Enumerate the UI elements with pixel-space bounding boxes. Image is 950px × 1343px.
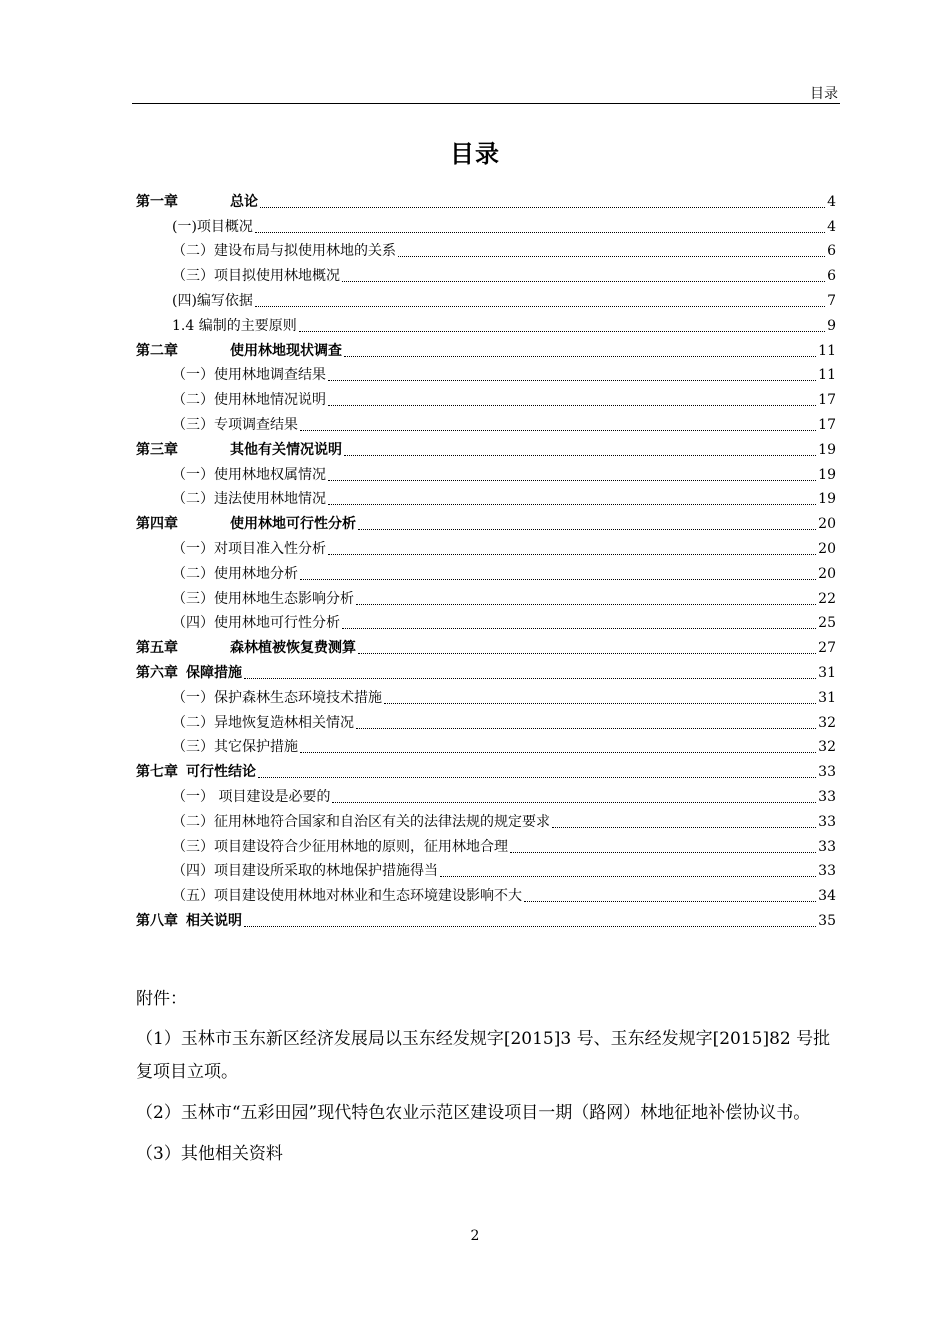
toc-leader-dots <box>332 799 816 803</box>
toc-entry-title: 相关说明 <box>186 912 242 929</box>
toc-entry-title: （一）保护森林生态环境技术措施 <box>172 689 382 706</box>
toc-leader-dots <box>358 650 816 654</box>
toc-chapter-number: 第四章 <box>136 516 178 533</box>
toc-entry-title: 保障措施 <box>186 664 242 681</box>
toc-page-number: 4 <box>827 218 836 235</box>
appendix-item-1: （1）玉林市玉东新区经济发展局以玉东经发规字[2015]3 号、玉东经发规字[2015]82 号批复项目立项。 <box>136 1029 831 1082</box>
toc-section-entry[interactable] <box>136 212 836 237</box>
toc-entry-title: （三）项目建设符合少征用林地的原则，征用林地合理 <box>172 838 508 855</box>
toc-leader-dots <box>356 601 816 605</box>
toc-leader-dots <box>344 452 816 456</box>
toc-section-entry[interactable] <box>136 410 836 435</box>
toc-leader-dots <box>524 898 816 902</box>
toc-leader-dots <box>384 700 816 704</box>
toc-leader-dots <box>552 824 816 828</box>
toc-page-number: 20 <box>818 540 836 557</box>
toc-leader-dots <box>299 328 825 332</box>
toc-leader-dots <box>255 229 825 233</box>
toc-entry-title: （五）项目建设使用林地对林业和生态环境建设影响不大 <box>172 888 522 905</box>
toc-section-entry[interactable] <box>136 782 836 807</box>
toc-page-number: 19 <box>818 441 836 458</box>
toc-page-number: 31 <box>818 689 836 706</box>
toc-entry-title: 1.4 编制的主要原则 <box>172 317 297 334</box>
toc-page-number: 6 <box>827 268 836 285</box>
toc-section-entry[interactable] <box>136 311 836 336</box>
toc-page-number: 33 <box>818 838 836 855</box>
toc-page-number: 19 <box>818 491 836 508</box>
toc-entry-title: （三）其它保护措施 <box>172 739 298 756</box>
toc-chapter-entry[interactable] <box>136 187 836 212</box>
toc-page-number: 17 <box>818 392 836 409</box>
toc-entry-title: （一） 项目建设是必要的 <box>172 788 331 805</box>
toc-leader-dots <box>258 774 816 778</box>
table-of-contents <box>136 187 836 931</box>
toc-section-entry[interactable] <box>136 385 836 410</box>
toc-leader-dots <box>342 278 825 282</box>
toc-entry-title: 森林植被恢复费测算 <box>230 640 356 657</box>
page-title: 目录 <box>450 140 500 168</box>
toc-chapter-entry[interactable] <box>136 509 836 534</box>
toc-page-number: 6 <box>827 243 836 260</box>
toc-page-number: 22 <box>818 590 836 607</box>
toc-entry-title: （二）建设布局与拟使用林地的关系 <box>172 243 396 260</box>
toc-entry-title: 可行性结论 <box>186 764 256 781</box>
toc-leader-dots <box>342 625 816 629</box>
toc-leader-dots <box>300 576 816 580</box>
toc-leader-dots <box>260 204 825 208</box>
toc-chapter-number: 第一章 <box>136 193 178 210</box>
toc-leader-dots <box>328 501 816 505</box>
toc-leader-dots <box>398 253 825 257</box>
toc-section-entry[interactable] <box>136 881 836 906</box>
toc-leader-dots <box>244 923 816 927</box>
toc-section-entry[interactable] <box>136 237 836 262</box>
toc-entry-title: （二）违法使用林地情况 <box>172 491 326 508</box>
toc-entry-title: （四）使用林地可行性分析 <box>172 615 340 632</box>
toc-page-number: 33 <box>818 764 836 781</box>
running-header-label: 目录 <box>810 86 838 102</box>
toc-leader-dots <box>356 725 816 729</box>
toc-page-number: 33 <box>818 863 836 880</box>
toc-entry-title: （三）专项调查结果 <box>172 416 298 433</box>
toc-chapter-number: 第二章 <box>136 342 178 359</box>
toc-leader-dots <box>344 353 816 357</box>
toc-page-number: 11 <box>818 367 836 384</box>
toc-section-entry[interactable] <box>136 857 836 882</box>
toc-entry-title: 使用林地可行性分析 <box>230 516 356 533</box>
toc-page-number: 9 <box>827 317 836 334</box>
toc-entry-title: （一）使用林地权属情况 <box>172 466 326 483</box>
toc-leader-dots <box>328 551 816 555</box>
toc-entry-title: （一）对项目准入性分析 <box>172 540 326 557</box>
toc-chapter-entry[interactable] <box>136 435 836 460</box>
toc-entry-title: 总论 <box>230 193 258 210</box>
toc-page-number: 33 <box>818 813 836 830</box>
toc-leader-dots <box>255 303 825 307</box>
toc-page-number: 25 <box>818 615 836 632</box>
toc-chapter-number: 第三章 <box>136 441 178 458</box>
toc-chapter-number: 第八章 <box>136 912 178 929</box>
toc-entry-title: （三）项目拟使用林地概况 <box>172 268 340 285</box>
toc-entry-title: （三）使用林地生态影响分析 <box>172 590 354 607</box>
toc-leader-dots <box>358 526 816 530</box>
toc-page-number: 7 <box>827 292 836 309</box>
toc-entry-title: （四）项目建设所采取的林地保护措施得当 <box>172 863 438 880</box>
header-rule <box>132 103 840 104</box>
toc-leader-dots <box>328 402 816 406</box>
appendix-label: 附件： <box>136 989 187 1009</box>
appendix-section <box>136 983 841 1171</box>
toc-chapter-entry[interactable] <box>136 757 836 782</box>
toc-entry-title: （二）使用林地情况说明 <box>172 392 326 409</box>
appendix-item-2: （2）玉林市“五彩田园”现代特色农业示范区建设项目一期（路网）林地征地补偿协议书。 <box>136 1103 811 1123</box>
toc-page-number: 34 <box>818 888 836 905</box>
toc-entry-title: （二）异地恢复造林相关情况 <box>172 714 354 731</box>
toc-chapter-number: 第七章 <box>136 764 178 781</box>
toc-section-entry[interactable] <box>136 361 836 386</box>
toc-chapter-entry[interactable] <box>136 336 836 361</box>
toc-page-number: 32 <box>818 739 836 756</box>
toc-leader-dots <box>510 849 816 853</box>
toc-page-number: 32 <box>818 714 836 731</box>
toc-chapter-number: 第六章 <box>136 664 178 681</box>
toc-entry-title: （二）使用林地分析 <box>172 565 298 582</box>
toc-page-number: 20 <box>818 516 836 533</box>
toc-page-number: 31 <box>818 664 836 681</box>
toc-chapter-entry[interactable] <box>136 906 836 931</box>
toc-entry-title: （二）征用林地符合国家和自治区有关的法律法规的规定要求 <box>172 813 550 830</box>
toc-section-entry[interactable] <box>136 261 836 286</box>
toc-page-number: 20 <box>818 565 836 582</box>
toc-section-entry[interactable] <box>136 832 836 857</box>
toc-section-entry[interactable] <box>136 485 836 510</box>
toc-page-number: 4 <box>827 193 836 210</box>
toc-section-entry[interactable] <box>136 534 836 559</box>
toc-page-number: 27 <box>818 640 836 657</box>
toc-section-entry[interactable] <box>136 708 836 733</box>
toc-entry-title: (四)编写依据 <box>172 292 253 309</box>
page-number: 2 <box>470 1228 480 1244</box>
toc-section-entry[interactable] <box>136 584 836 609</box>
toc-leader-dots <box>300 427 816 431</box>
toc-leader-dots <box>244 675 816 679</box>
toc-section-entry[interactable] <box>136 609 836 634</box>
toc-leader-dots <box>440 873 816 877</box>
toc-section-entry[interactable] <box>136 460 836 485</box>
toc-chapter-entry[interactable] <box>136 633 836 658</box>
toc-chapter-number: 第五章 <box>136 640 178 657</box>
toc-leader-dots <box>328 477 816 481</box>
toc-page-number: 11 <box>818 342 836 359</box>
toc-section-entry[interactable] <box>136 807 836 832</box>
toc-page-number: 17 <box>818 416 836 433</box>
toc-leader-dots <box>328 377 816 381</box>
toc-entry-title: (一)项目概况 <box>172 218 253 235</box>
toc-entry-title: 使用林地现状调查 <box>230 342 342 359</box>
toc-page-number: 19 <box>818 466 836 483</box>
toc-section-entry[interactable] <box>136 286 836 311</box>
toc-page-number: 33 <box>818 788 836 805</box>
toc-leader-dots <box>300 749 816 753</box>
toc-entry-title: 其他有关情况说明 <box>230 441 342 458</box>
toc-section-entry[interactable] <box>136 559 836 584</box>
appendix-item-3: （3）其他相关资料 <box>136 1144 283 1164</box>
toc-chapter-entry[interactable] <box>136 658 836 683</box>
toc-section-entry[interactable] <box>136 733 836 758</box>
toc-page-number: 35 <box>818 912 836 929</box>
toc-entry-title: （一）使用林地调查结果 <box>172 367 326 384</box>
toc-section-entry[interactable] <box>136 683 836 708</box>
